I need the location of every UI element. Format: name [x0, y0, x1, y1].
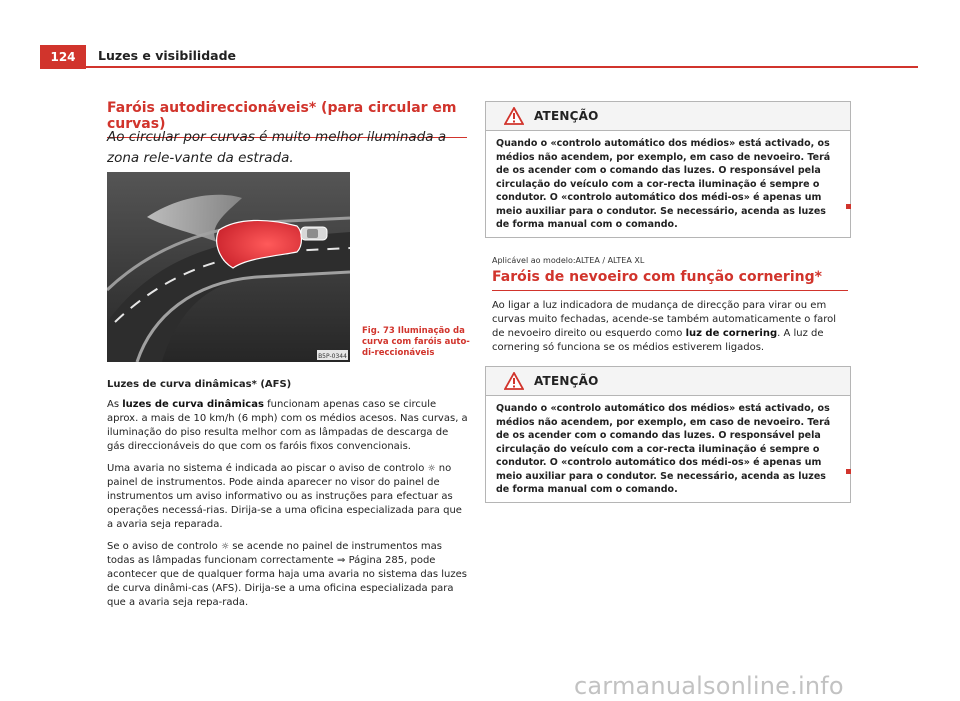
figure-curve-illumination	[107, 172, 350, 362]
warning-label: ATENÇÃO	[534, 109, 599, 123]
page-number: 124	[40, 45, 86, 69]
paragraph-cornering: Ao ligar a luz indicadora de mudança de direcção para virar ou em curvas muito fechadas, acende-se também automaticamente o farol de nevoeiro direito ou esquerdo como luz de cornering. A luz de cornering só funciona se os médios estiverem ligados.	[492, 300, 837, 353]
warning-box-1	[485, 101, 851, 238]
car-icon	[301, 227, 327, 240]
section-end-mark	[846, 469, 851, 474]
afs-body	[107, 378, 469, 618]
warning-box-2	[485, 366, 851, 503]
applies-to-model: Aplicável ao modelo:ALTEA / ALTEA XL	[492, 256, 645, 265]
watermark: carmanualsonline.info	[574, 672, 844, 700]
control-light-icon: ☼	[427, 464, 436, 474]
curve-illustration	[107, 172, 350, 362]
section-end-mark	[846, 204, 851, 209]
warning-header	[486, 367, 850, 396]
warning-header	[486, 102, 850, 131]
section-title-afs: Faróis autodireccionáveis* (para circular em curvas)	[107, 100, 467, 138]
paragraph-control-light-on: Se o aviso de controlo ☼ se acende no painel de instrumentos mas todas as lâmpadas funcionam correctamente ⇒ Página 285, pode acontecer que de qualquer forma haja uma avaria no sistema das luzes de curva dinâmi-cas (AFS). Dirija-se a uma oficina especializada para que a avaria seja repa-rada.	[107, 541, 467, 608]
warning-triangle-icon	[504, 372, 524, 390]
subheading-afs: Luzes de curva dinâmicas* (AFS)	[107, 379, 292, 390]
paragraph-afs-function: As luzes de curva dinâmicas funcionam apenas caso se circule aprox. a mais de 10 km/h (6 mph) com os médios acesos. Nas curvas, a iluminação do piso resulta melhor com as lâmpadas de descarga de gás direccionáveis do que com os faróis fixos convencionais.	[107, 399, 468, 452]
running-title: Luzes e visibilidade	[98, 48, 237, 63]
warning-text: Quando o «controlo automático dos médios» está activado, os médios não acendem, por exemplo, em caso de nevoeiro. Terá de os acender com o comando das luzes. O responsável pela circulação do veículo com a cor-recta iluminação é sempre o condutor. O «controlo automático dos médi-os» é apenas um meio auxiliar para o condutor. Se necessário, acenda as luzes de forma manual com o comando.	[496, 138, 831, 230]
figure-caption: Fig. 73 Iluminação da curva com faróis auto-di-reccionáveis	[362, 326, 470, 358]
paragraph-fault-warning: Uma avaria no sistema é indicada ao piscar o aviso de controlo ☼ no painel de instrumentos. Pode ainda aparecer no visor do painel de instrumentos um aviso informativo ou as instruções para efectuar as operações necessá-rias. Dirija-se a uma oficina especializada para que a avaria seja reparada.	[107, 463, 462, 530]
header-rule	[86, 66, 918, 68]
section-title-cornering: Faróis de nevoeiro com função cornering*	[492, 269, 848, 291]
warning-triangle-icon	[504, 107, 524, 125]
figure-code: B5P-0344	[318, 353, 347, 360]
warning-label: ATENÇÃO	[534, 374, 599, 388]
lead-paragraph: Ao circular por curvas é muito melhor iluminada a zona rele-vante da estrada.	[107, 129, 447, 166]
warning-text: Quando o «controlo automático dos médios» está activado, os médios não acendem, por exemplo, em caso de nevoeiro. Terá de os acender com o comando das luzes. O responsável pela circulação do veículo com a cor-recta iluminação é sempre o condutor. O «controlo automático dos médi-os» é apenas um meio auxiliar para o condutor. Se necessário, acenda as luzes de forma manual com o comando.	[496, 403, 831, 495]
cornering-body	[492, 299, 848, 363]
control-light-icon: ☼	[220, 542, 230, 552]
